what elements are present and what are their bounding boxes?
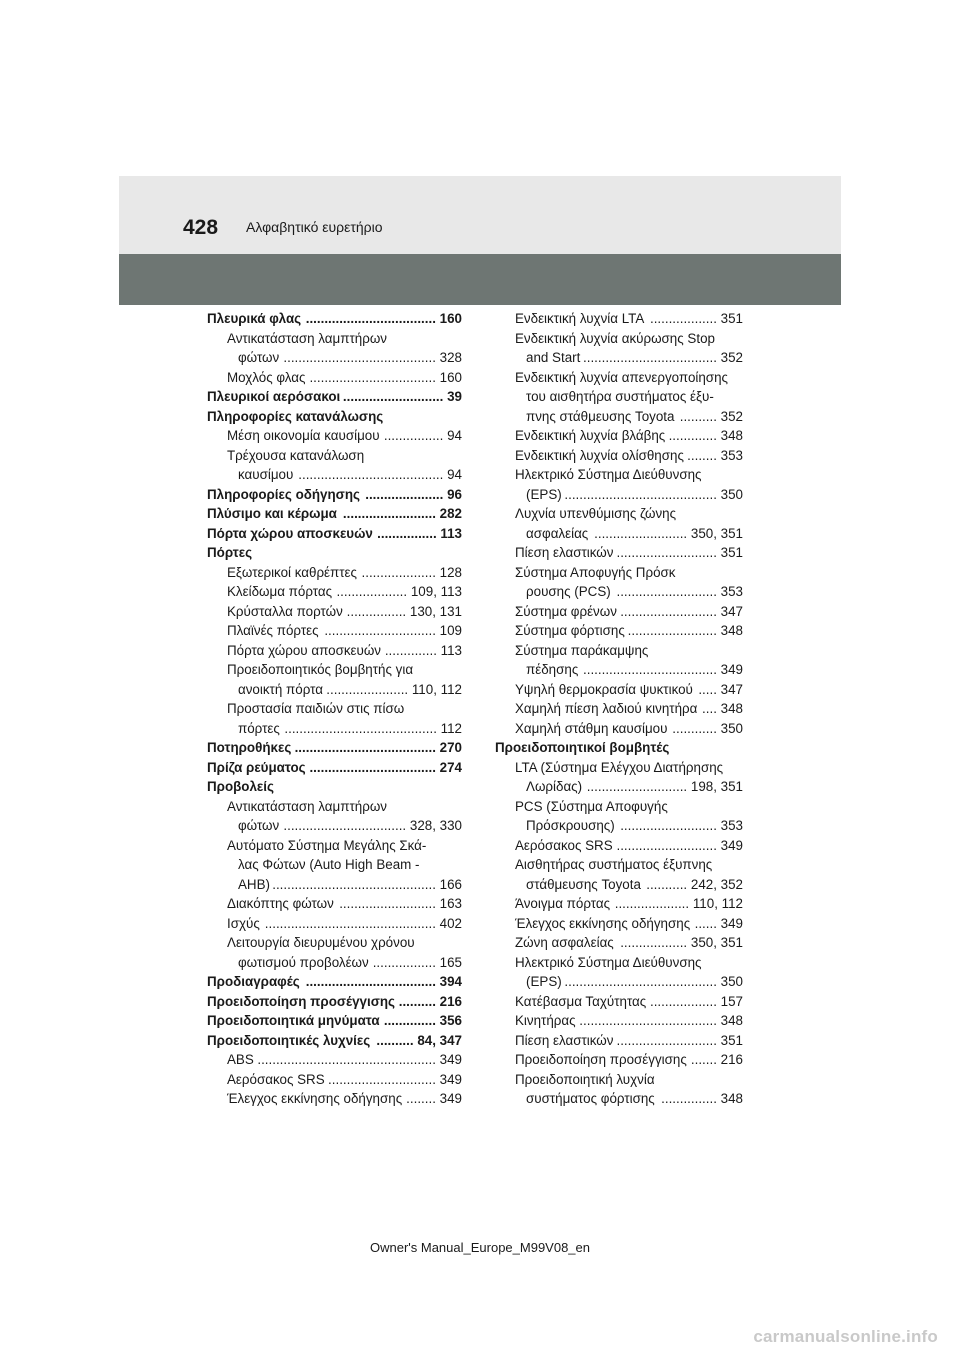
entry-text: καυσίμου [238, 467, 294, 482]
entry-text: Προειδοποιητικοί βομβητές [495, 740, 670, 755]
index-entry [495, 1070, 743, 1090]
entry-text: Προειδοποίηση προσέγγισης [515, 1052, 687, 1067]
index-heading [207, 504, 462, 524]
index-entry [207, 621, 462, 641]
page-number: 428 [183, 216, 219, 239]
index-entry [207, 699, 462, 719]
index-entry [207, 816, 462, 836]
index-entry [495, 1011, 743, 1031]
entry-pages: ................... 109, 113 [335, 582, 462, 602]
index-entry [495, 855, 743, 875]
entry-pages: ........ 353 [686, 446, 743, 466]
entry-text: Πληροφορίες κατανάλωσης [207, 408, 384, 424]
entry-pages: .......... 216 [398, 992, 462, 1012]
index-entry [495, 563, 743, 583]
entry-text: Ποτηροθήκες [207, 740, 292, 755]
entry-text: Πρίζα ρεύματος [207, 759, 306, 775]
index-column-right [495, 309, 743, 1109]
entry-text: Λυχνία υπενθύμισης ζώνης [515, 506, 677, 521]
entry-pages: ........................... 353 [615, 582, 743, 602]
index-entry [495, 972, 743, 992]
index-entry [495, 407, 743, 427]
index-heading [207, 543, 462, 563]
entry-text: AHB) [238, 876, 270, 892]
index-entry [495, 894, 743, 914]
entry-text: Κλείδωμα πόρτας [227, 584, 333, 599]
index-heading [207, 972, 462, 992]
entry-pages: ........................... 198, 351 [586, 777, 743, 797]
entry-text: Ηλεκτρικό Σύστημα Διεύθυνσης [515, 954, 702, 970]
entry-text: ABS [227, 1052, 254, 1067]
index-entry [495, 836, 743, 856]
entry-text: Πόρτα χώρου αποσκευών [207, 525, 373, 541]
entry-text: Προβολείς [207, 779, 274, 794]
entry-text: Πόρτα χώρου αποσκευών [227, 642, 381, 658]
entry-pages: ........................... 349 [615, 836, 743, 856]
entry-text: ρουσης (PCS) [526, 584, 611, 599]
entry-text: Ισχύς [227, 915, 260, 931]
entry-text: Αισθητήρας συστήματος έξυπνης [515, 857, 713, 872]
entry-pages: .......................... 347 [619, 602, 743, 622]
entry-pages: .................. 350, 351 [619, 933, 743, 953]
index-heading [207, 485, 462, 505]
entry-text: Αντικατάσταση λαμπτήρων [227, 798, 387, 814]
index-heading [207, 738, 462, 758]
entry-pages: .......... 352 [679, 407, 743, 427]
index-entry [207, 446, 462, 466]
entry-text: LTA (Σύστημα Ελέγχου Διατήρησης [515, 759, 724, 775]
entry-text: Πλύσιμο και κέρωμα [207, 506, 337, 521]
entry-text: Ενδεικτική λυχνία απενεργοποίησης [515, 369, 728, 385]
entry-pages: ............................................ 166 [271, 875, 462, 895]
index-entry [207, 875, 462, 895]
index-entry [495, 641, 743, 661]
entry-pages: ........ 349 [405, 1089, 462, 1109]
index-entry [207, 563, 462, 583]
index-entry [495, 621, 743, 641]
entry-text: Λειτουργία διευρυμένου χρόνου [227, 935, 415, 950]
entry-text: Ηλεκτρικό Σύστημα Διεύθυνσης [515, 467, 702, 482]
entry-pages: ................................................ 349 [256, 1050, 462, 1070]
entry-pages: .............................. 109 [323, 621, 462, 641]
entry-text: Αερόσακος SRS [227, 1071, 325, 1087]
index-entry [207, 719, 462, 739]
entry-pages: ........................ 348 [627, 621, 743, 641]
entry-text: Πίεση ελαστικών [515, 545, 614, 560]
entry-text: Λωρίδας) [526, 779, 583, 794]
entry-pages: ......................................... 112 [283, 719, 462, 739]
entry-pages: ...................... 110, 112 [325, 680, 462, 700]
index-entry [495, 933, 743, 953]
entry-text: Πλευρικά φλας [207, 311, 302, 326]
entry-pages: ......................................... 328 [282, 348, 462, 368]
entry-pages: ................................... 394 [305, 972, 462, 992]
entry-text: PCS (Σύστημα Αποφυγής [515, 798, 668, 814]
index-entry [495, 777, 743, 797]
index-entry [207, 426, 462, 446]
entry-pages: .......................... 353 [619, 816, 743, 836]
entry-text: Αερόσακος SRS [515, 837, 613, 853]
entry-text: Σύστημα φόρτισης [515, 623, 625, 638]
index-entry [207, 894, 462, 914]
index-entry [495, 504, 743, 524]
entry-text: and Start [526, 350, 581, 365]
index-entry [495, 309, 743, 329]
entry-pages: ...................................... 270 [294, 738, 462, 758]
entry-pages: ................................. 328, 330 [282, 816, 462, 836]
entry-text: Κατέβασμα Ταχύτητας [515, 993, 647, 1009]
entry-text: Χαμηλή στάθμη καυσίμου [515, 720, 668, 736]
index-entry [495, 875, 743, 895]
index-entry [207, 641, 462, 661]
entry-text: Προδιαγραφές [207, 974, 300, 989]
index-entry [495, 680, 743, 700]
entry-text: στάθμευσης Toyota [526, 876, 641, 892]
index-entry [495, 1089, 743, 1109]
entry-pages: .................... 110, 112 [614, 894, 743, 914]
index-entry [495, 543, 743, 563]
entry-text: Προειδοποιητικά μηνύματα [207, 1013, 380, 1028]
entry-text: Άνοιγμα πόρτας [515, 896, 611, 911]
entry-text: Σύστημα Αποφυγής Πρόσκ [515, 564, 676, 580]
index-entry [207, 1089, 462, 1109]
entry-pages: .... 348 [701, 699, 743, 719]
entry-text: Μοχλός φλας [227, 369, 306, 385]
entry-text: Προειδοποιητικός βομβητής για [227, 662, 414, 677]
index-column-left [207, 309, 462, 1109]
footer-text: Owner's Manual_Europe_M99V08_en [369, 1240, 590, 1255]
index-heading [207, 407, 462, 427]
index-heading [207, 758, 462, 778]
entry-pages: .................................. 274 [308, 758, 462, 778]
entry-pages: .................. 157 [649, 992, 743, 1012]
entry-pages: ..................... 96 [364, 485, 462, 505]
entry-text: Εξωτερικοί καθρέπτες [227, 564, 357, 580]
entry-pages: .................................... 352 [582, 348, 743, 368]
entry-text: Πίεση ελαστικών [515, 1032, 614, 1048]
index-entry [207, 602, 462, 622]
header-band [119, 176, 841, 254]
entry-text: Τρέχουσα κατανάλωση [227, 447, 365, 463]
header-dark-band [119, 254, 841, 305]
index-entry [495, 602, 743, 622]
entry-pages: ............................. 349 [327, 1070, 462, 1090]
index-entry [495, 953, 743, 973]
entry-text: Πλαϊνές πόρτες [227, 623, 319, 638]
index-heading [495, 738, 743, 758]
index-entry [207, 348, 462, 368]
entry-text: φωτισμού προβολέων [238, 954, 369, 970]
index-entry [495, 485, 743, 505]
entry-text: Ενδεικτική λυχνία LTA [515, 311, 645, 326]
entry-text: συστήματος φόρτισης [526, 1091, 655, 1106]
index-entry [495, 368, 743, 388]
entry-pages: ....................................... 94 [297, 465, 462, 485]
entry-text: Μέση οικονομία καυσίμου [227, 428, 380, 443]
index-entry [495, 446, 743, 466]
entry-pages: ................. 165 [372, 953, 462, 973]
index-entry [207, 914, 462, 934]
entry-text: Προειδοποίηση προσέγγισης [207, 993, 395, 1009]
index-heading [207, 387, 462, 407]
entry-pages: ................ 94 [383, 426, 462, 446]
entry-pages: ........................... 351 [615, 1031, 743, 1051]
entry-text: φώτων [238, 818, 280, 833]
index-entry [207, 797, 462, 817]
entry-text: Πρόσκρουσης) [526, 818, 615, 833]
index-entry [207, 836, 462, 856]
index-heading [207, 524, 462, 544]
entry-pages: ............. 348 [668, 426, 743, 446]
entry-text: (EPS) [526, 486, 562, 502]
index-entry [495, 797, 743, 817]
entry-pages: ................ 130, 131 [346, 602, 462, 622]
entry-pages: ...... 349 [694, 914, 743, 934]
index-entry [495, 1031, 743, 1051]
entry-pages: .............. 356 [383, 1011, 462, 1031]
entry-text: πόρτες [238, 720, 280, 736]
index-heading [207, 309, 462, 329]
index-entry [207, 953, 462, 973]
entry-pages: ........... 242, 352 [645, 875, 743, 895]
index-heading [207, 1031, 462, 1051]
index-entry [207, 1050, 462, 1070]
index-heading [207, 1011, 462, 1031]
entry-text: Αντικατάσταση λαμπτήρων [227, 330, 387, 346]
entry-pages: ............... 348 [660, 1089, 743, 1109]
entry-text: Ενδεικτική λυχνία βλάβης [515, 428, 666, 443]
index-entry [207, 933, 462, 953]
index-entry [495, 524, 743, 544]
entry-pages: ........................... 39 [342, 387, 462, 407]
index-entry [495, 719, 743, 739]
entry-pages: .................................... 349 [582, 660, 743, 680]
entry-pages: ................................... 160 [305, 309, 462, 329]
index-entry [207, 660, 462, 680]
entry-text: Σύστημα παράκαμψης [515, 642, 649, 658]
entry-text: φώτων [238, 350, 280, 365]
index-entry [207, 680, 462, 700]
entry-text: Ενδεικτική λυχνία ολίσθησης [515, 447, 684, 463]
index-entry [207, 1070, 462, 1090]
entry-text: ανοικτή πόρτα [238, 681, 323, 697]
index-entry [495, 582, 743, 602]
entry-pages: ......................................... 350 [563, 972, 743, 992]
index-heading [207, 777, 462, 797]
entry-pages: ......................... 282 [342, 504, 462, 524]
section-title: Αλφαβητικό ευρετήριο [246, 219, 383, 235]
entry-text: λας Φώτων (Auto High Beam - [238, 857, 420, 872]
entry-text: Προειδοποιητικές λυχνίες [207, 1032, 371, 1048]
entry-text: Υψηλή θερμοκρασία ψυκτικού [515, 681, 693, 697]
entry-pages: ......................... 350, 351 [593, 524, 743, 544]
entry-text: Προστασία παιδιών στις πίσω [227, 701, 405, 716]
entry-text: Προειδοποιητική λυχνία [515, 1071, 655, 1087]
index-entry [207, 368, 462, 388]
entry-pages: ........................... 351 [615, 543, 743, 563]
entry-pages: ....... 216 [690, 1050, 743, 1070]
entry-text: Διακόπτης φώτων [227, 896, 334, 911]
index-entry [495, 992, 743, 1012]
entry-text: Σύστημα φρένων [515, 603, 617, 619]
entry-pages: ..... 347 [697, 680, 743, 700]
entry-text: Κρύσταλλα πορτών [227, 603, 343, 619]
index-entry [495, 914, 743, 934]
index-heading [207, 992, 462, 1012]
index-entry [207, 465, 462, 485]
entry-text: Έλεγχος εκκίνησης οδήγησης [515, 915, 691, 931]
entry-text: Πληροφορίες οδήγησης [207, 486, 360, 502]
entry-text: (EPS) [526, 974, 562, 989]
entry-pages: .............................................. 402 [264, 914, 462, 934]
entry-text: Αυτόματο Σύστημα Μεγάλης Σκά- [227, 837, 427, 853]
entry-pages: ......................................... 350 [563, 485, 743, 505]
entry-pages: .......................... 163 [338, 894, 462, 914]
entry-text: Πλευρικοί αερόσακοι [207, 389, 341, 404]
index-entry [495, 1050, 743, 1070]
entry-pages: .......... 84, 347 [375, 1031, 462, 1051]
entry-text: πνης στάθμευσης Toyota [526, 408, 675, 424]
index-entry [495, 816, 743, 836]
index-entry [207, 855, 462, 875]
index-entry [495, 758, 743, 778]
entry-text: του αισθητήρα συστήματος έξυ- [526, 389, 714, 404]
entry-text: πέδησης [526, 662, 579, 677]
entry-text: Κινητήρας [515, 1013, 576, 1028]
index-entry [495, 329, 743, 349]
entry-pages: .................. 351 [649, 309, 743, 329]
index-entry [495, 660, 743, 680]
entry-text: Ενδεικτική λυχνία ακύρωσης Stop [515, 330, 715, 346]
index-entry [495, 387, 743, 407]
entry-pages: .................................. 160 [308, 368, 462, 388]
entry-text: Έλεγχος εκκίνησης οδήγησης [227, 1091, 403, 1106]
index-entry [495, 465, 743, 485]
index-entry [495, 426, 743, 446]
entry-pages: ..................................... 348 [578, 1011, 743, 1031]
entry-pages: ............ 350 [671, 719, 743, 739]
watermark: carmanualsonline.info [753, 1327, 938, 1346]
entry-text: Χαμηλή πίεση λαδιού κινητήρα [515, 701, 698, 716]
entry-text: ασφαλείας [526, 525, 589, 541]
entry-pages: ................ 113 [376, 524, 462, 544]
index-entry [207, 582, 462, 602]
index-entry [495, 348, 743, 368]
index-entry [495, 699, 743, 719]
entry-pages: .............. 113 [384, 641, 462, 661]
entry-pages: .................... 128 [361, 563, 462, 583]
index-entry [207, 329, 462, 349]
entry-text: Ζώνη ασφαλείας [515, 935, 614, 950]
entry-text: Πόρτες [207, 545, 253, 560]
